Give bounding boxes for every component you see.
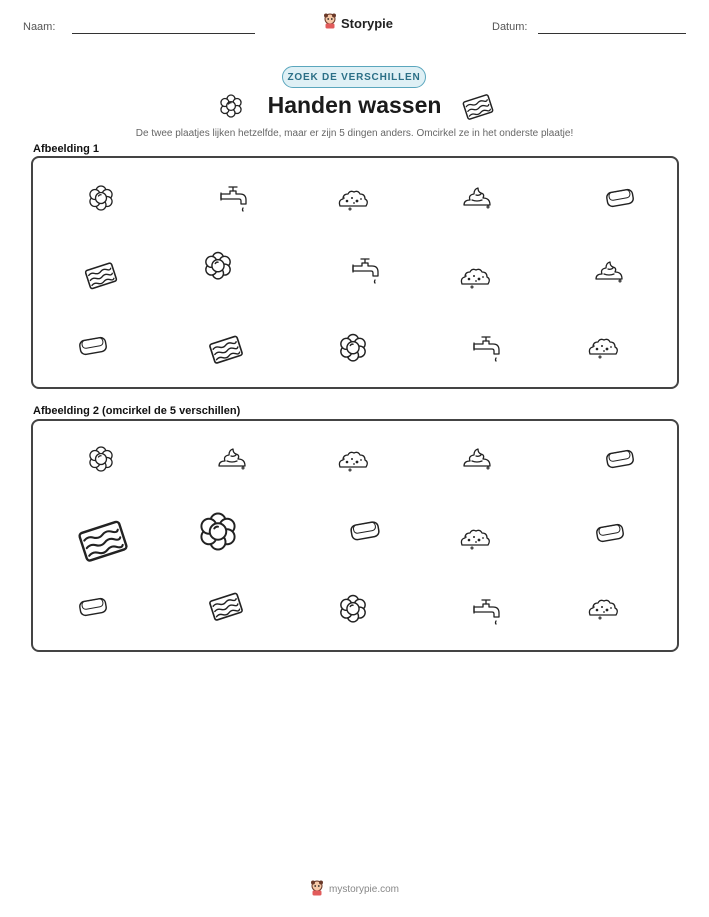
picture1-label: Afbeelding 1 [33, 143, 100, 155]
foam-pile-icon[interactable] [455, 522, 495, 556]
soap-bar-icon[interactable] [600, 442, 640, 476]
cream-swirl-icon[interactable] [213, 442, 253, 476]
flower-soap-icon[interactable] [188, 506, 248, 557]
picture2-label: Afbeelding 2 (omcirkel de 5 verschillen) [33, 405, 241, 417]
soap-bar-icon[interactable] [344, 513, 386, 549]
faucet-icon[interactable] [466, 331, 506, 365]
storypie-mascot-icon [323, 13, 337, 34]
flower-soap-icon[interactable] [331, 590, 375, 627]
brand-logo [323, 13, 393, 34]
foam-pile-icon[interactable] [583, 331, 623, 365]
sponge-icon[interactable] [204, 331, 248, 368]
name-label: Naam: [23, 21, 56, 33]
activity-badge: ZOEK DE VERSCHILLEN [282, 66, 426, 88]
cream-swirl-icon[interactable] [458, 442, 498, 476]
foam-pile-icon[interactable] [583, 592, 623, 626]
soap-bar-icon[interactable] [590, 516, 630, 550]
instructions: De twee plaatjes lijken hetzelfde, maar er zijn 5 dingen anders. Omcirkel ze in het onderste plaatje! [135, 128, 574, 139]
footer-url[interactable]: mystorypie.com [328, 884, 399, 895]
sponge-icon[interactable] [204, 588, 248, 625]
faucet-icon[interactable] [213, 181, 253, 215]
soap-bar-icon[interactable] [73, 590, 113, 624]
picture1-frame [31, 156, 679, 389]
sponge-icon [462, 94, 494, 125]
date-label: Datum: [492, 21, 528, 33]
foam-pile-icon[interactable] [333, 183, 373, 217]
sponge-icon[interactable] [71, 514, 135, 568]
storypie-mascot-icon [310, 880, 324, 899]
page-title: Handen wassen [267, 92, 442, 118]
soap-bar-icon[interactable] [73, 329, 113, 363]
brand-name: Storypie [341, 16, 394, 31]
flower-soap-icon[interactable] [81, 442, 121, 476]
picture2-frame [31, 419, 679, 652]
cream-swirl-icon[interactable] [458, 181, 498, 215]
name-field-line[interactable] [72, 33, 255, 34]
sponge-icon[interactable] [80, 258, 122, 294]
flower-soap-icon[interactable] [81, 181, 121, 215]
footer [0, 880, 709, 899]
foam-pile-icon[interactable] [333, 444, 373, 478]
date-field-line[interactable] [538, 33, 686, 34]
soap-bar-icon[interactable] [600, 181, 640, 215]
flower-soap-icon[interactable] [331, 329, 375, 366]
faucet-icon[interactable] [345, 253, 385, 287]
foam-pile-icon[interactable] [455, 261, 495, 295]
flower-soap-icon[interactable] [196, 247, 240, 284]
faucet-icon[interactable] [466, 594, 506, 628]
cream-swirl-icon[interactable] [590, 255, 630, 289]
